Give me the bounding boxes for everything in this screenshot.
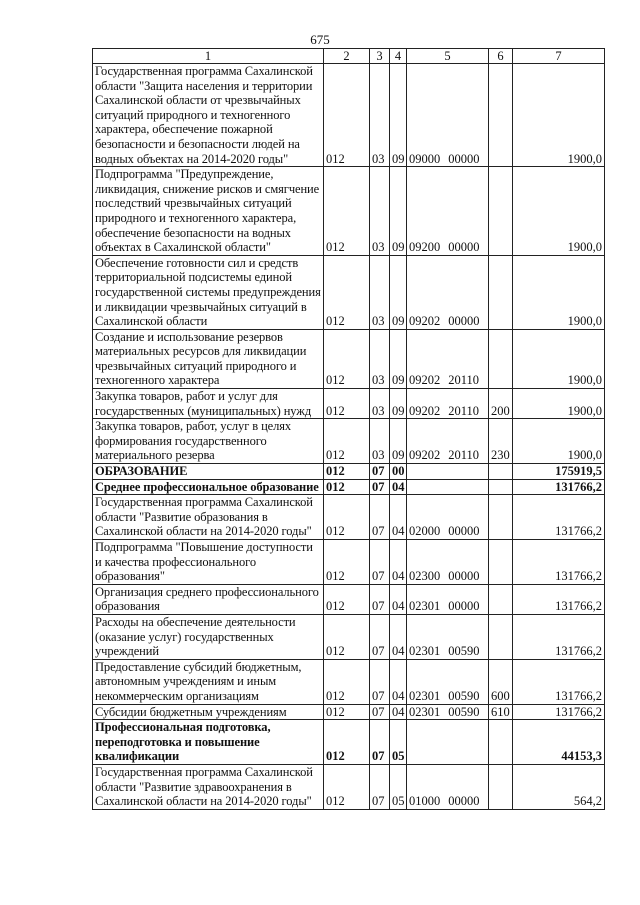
page-number: 675 bbox=[310, 32, 330, 47]
expense-type-code bbox=[489, 495, 513, 540]
target-article-code bbox=[407, 584, 489, 614]
expense-type-code bbox=[489, 167, 513, 256]
target-article-program: 09202 bbox=[409, 403, 441, 418]
amount: 564,2 bbox=[513, 764, 605, 809]
grbs-code: 012 bbox=[324, 64, 370, 167]
section-code: 03 bbox=[370, 389, 390, 419]
target-article-direction: 00000 bbox=[448, 794, 480, 809]
target-article-direction: 00000 bbox=[448, 314, 480, 329]
target-article-code bbox=[407, 255, 489, 329]
target-article-code bbox=[407, 704, 489, 720]
grbs-code: 012 bbox=[324, 479, 370, 495]
table-row bbox=[93, 614, 605, 659]
row-name: Обеспечение готовности сил и средств территориальной подсистемы единой государственной системы предупреждения и ликвидации чрезвычайных ситуаций в Сахалинской области bbox=[93, 255, 324, 329]
row-name: Среднее профессиональное образование bbox=[93, 479, 324, 495]
subsection-code: 04 bbox=[390, 479, 407, 495]
target-article-program: 09000 bbox=[409, 151, 441, 166]
subsection-code: 05 bbox=[390, 720, 407, 765]
target-article-code bbox=[407, 64, 489, 167]
target-article-code bbox=[407, 614, 489, 659]
section-code: 03 bbox=[370, 329, 390, 388]
table-row bbox=[93, 389, 605, 419]
grbs-code: 012 bbox=[324, 764, 370, 809]
expense-type-code bbox=[489, 584, 513, 614]
grbs-code: 012 bbox=[324, 389, 370, 419]
subsection-code: 04 bbox=[390, 584, 407, 614]
table-row bbox=[93, 495, 605, 540]
expense-type-code bbox=[489, 464, 513, 480]
target-article-code bbox=[407, 659, 489, 704]
section-code: 07 bbox=[370, 464, 390, 480]
subsection-code: 04 bbox=[390, 495, 407, 540]
subsection-code: 09 bbox=[390, 329, 407, 388]
row-name: Подпрограмма "Повышение доступности и качества профессионального образования" bbox=[93, 540, 324, 585]
subsection-code: 09 bbox=[390, 255, 407, 329]
amount: 131766,2 bbox=[513, 659, 605, 704]
table-row bbox=[93, 720, 605, 765]
grbs-code: 012 bbox=[324, 419, 370, 464]
expense-type-code: 230 bbox=[489, 419, 513, 464]
section-code: 07 bbox=[370, 614, 390, 659]
row-name: Субсидии бюджетным учреждениям bbox=[93, 704, 324, 720]
amount: 131766,2 bbox=[513, 495, 605, 540]
target-article-code bbox=[407, 167, 489, 256]
budget-table bbox=[92, 48, 605, 810]
target-article-code bbox=[407, 464, 489, 480]
grbs-code: 012 bbox=[324, 584, 370, 614]
table-row bbox=[93, 64, 605, 167]
section-code: 07 bbox=[370, 540, 390, 585]
section-code: 07 bbox=[370, 495, 390, 540]
target-article-program: 02301 bbox=[409, 644, 441, 659]
row-name: Подпрограмма "Предупреждение, ликвидация, снижение рисков и смягчение последствий чрезвычайных ситуаций природного и техногенного характера, обеспечение безопасности на водных объектах в Сахалинской области" bbox=[93, 167, 324, 256]
subsection-code: 05 bbox=[390, 764, 407, 809]
expense-type-code bbox=[489, 540, 513, 585]
row-name: Профессиональная подготовка, переподготовка и повышение квалификации bbox=[93, 720, 324, 765]
section-code: 07 bbox=[370, 659, 390, 704]
grbs-code: 012 bbox=[324, 464, 370, 480]
column-header: 1 bbox=[93, 49, 324, 64]
row-name: ОБРАЗОВАНИЕ bbox=[93, 464, 324, 480]
expense-type-code bbox=[489, 255, 513, 329]
amount: 175919,5 bbox=[513, 464, 605, 480]
amount: 44153,3 bbox=[513, 720, 605, 765]
target-article-program: 09202 bbox=[409, 373, 441, 388]
amount: 131766,2 bbox=[513, 614, 605, 659]
amount: 131766,2 bbox=[513, 479, 605, 495]
expense-type-code bbox=[489, 764, 513, 809]
section-code: 03 bbox=[370, 255, 390, 329]
target-article-direction: 00000 bbox=[448, 599, 480, 614]
target-article-code bbox=[407, 389, 489, 419]
budget-table-body bbox=[93, 49, 605, 810]
section-code: 03 bbox=[370, 167, 390, 256]
subsection-code: 04 bbox=[390, 659, 407, 704]
grbs-code: 012 bbox=[324, 704, 370, 720]
column-header: 4 bbox=[390, 49, 407, 64]
row-name: Государственная программа Сахалинской области "Развитие здравоохранения в Сахалинской области на 2014-2020 годы" bbox=[93, 764, 324, 809]
grbs-code: 012 bbox=[324, 255, 370, 329]
target-article-direction: 00590 bbox=[448, 688, 480, 703]
amount: 1900,0 bbox=[513, 329, 605, 388]
grbs-code: 012 bbox=[324, 614, 370, 659]
row-name: Расходы на обеспечение деятельности (оказание услуг) государственных учреждений bbox=[93, 614, 324, 659]
amount: 131766,2 bbox=[513, 540, 605, 585]
grbs-code: 012 bbox=[324, 329, 370, 388]
column-header: 2 bbox=[324, 49, 370, 64]
grbs-code: 012 bbox=[324, 167, 370, 256]
target-article-direction: 00000 bbox=[448, 569, 480, 584]
target-article-direction: 20110 bbox=[448, 403, 480, 418]
target-article-direction: 20110 bbox=[448, 448, 480, 463]
subsection-code: 04 bbox=[390, 614, 407, 659]
target-article-direction: 20110 bbox=[448, 373, 480, 388]
row-name: Организация среднего профессионального образования bbox=[93, 584, 324, 614]
target-article-program: 02300 bbox=[409, 569, 441, 584]
table-row bbox=[93, 329, 605, 388]
target-article-code bbox=[407, 479, 489, 495]
table-row bbox=[93, 167, 605, 256]
column-header-row bbox=[93, 49, 605, 64]
target-article-code bbox=[407, 720, 489, 765]
table-row bbox=[93, 255, 605, 329]
target-article-direction: 00000 bbox=[448, 524, 480, 539]
expense-type-code bbox=[489, 614, 513, 659]
section-code: 07 bbox=[370, 584, 390, 614]
amount: 1900,0 bbox=[513, 419, 605, 464]
subsection-code: 04 bbox=[390, 704, 407, 720]
amount: 131766,2 bbox=[513, 704, 605, 720]
row-name: Государственная программа Сахалинской области "Развитие образования в Сахалинской области на 2014-2020 годы" bbox=[93, 495, 324, 540]
target-article-program: 02301 bbox=[409, 688, 441, 703]
target-article-program: 02301 bbox=[409, 704, 441, 719]
amount: 131766,2 bbox=[513, 584, 605, 614]
expense-type-code: 600 bbox=[489, 659, 513, 704]
target-article-direction: 00000 bbox=[448, 240, 480, 255]
column-header: 6 bbox=[489, 49, 513, 64]
target-article-program: 09200 bbox=[409, 240, 441, 255]
subsection-code: 09 bbox=[390, 389, 407, 419]
table-row bbox=[93, 704, 605, 720]
table-row bbox=[93, 764, 605, 809]
table-row bbox=[93, 479, 605, 495]
target-article-program: 02000 bbox=[409, 524, 441, 539]
grbs-code: 012 bbox=[324, 659, 370, 704]
expense-type-code bbox=[489, 329, 513, 388]
row-name: Создание и использование резервов материальных ресурсов для ликвидации чрезвычайных ситуаций природного и техногенного характера bbox=[93, 329, 324, 388]
subsection-code: 09 bbox=[390, 419, 407, 464]
expense-type-code bbox=[489, 720, 513, 765]
subsection-code: 09 bbox=[390, 64, 407, 167]
table-row bbox=[93, 464, 605, 480]
amount: 1900,0 bbox=[513, 167, 605, 256]
grbs-code: 012 bbox=[324, 540, 370, 585]
target-article-code bbox=[407, 329, 489, 388]
subsection-code: 09 bbox=[390, 167, 407, 256]
target-article-program: 09202 bbox=[409, 314, 441, 329]
expense-type-code bbox=[489, 64, 513, 167]
section-code: 03 bbox=[370, 64, 390, 167]
expense-type-code: 200 bbox=[489, 389, 513, 419]
table-row bbox=[93, 540, 605, 585]
subsection-code: 00 bbox=[390, 464, 407, 480]
target-article-code bbox=[407, 495, 489, 540]
target-article-code bbox=[407, 540, 489, 585]
target-article-program: 01000 bbox=[409, 794, 441, 809]
target-article-program: 09202 bbox=[409, 448, 441, 463]
table-row bbox=[93, 584, 605, 614]
row-name: Предоставление субсидий бюджетным, автономным учреждениям и иным некоммерческим организациям bbox=[93, 659, 324, 704]
target-article-code bbox=[407, 764, 489, 809]
row-name: Закупка товаров, работ и услуг для государственных (муниципальных) нужд bbox=[93, 389, 324, 419]
amount: 1900,0 bbox=[513, 64, 605, 167]
grbs-code: 012 bbox=[324, 495, 370, 540]
subsection-code: 04 bbox=[390, 540, 407, 585]
expense-type-code: 610 bbox=[489, 704, 513, 720]
expense-type-code bbox=[489, 479, 513, 495]
section-code: 07 bbox=[370, 720, 390, 765]
section-code: 07 bbox=[370, 479, 390, 495]
row-name: Закупка товаров, работ, услуг в целях формирования государственного материального резерва bbox=[93, 419, 324, 464]
column-header: 7 bbox=[513, 49, 605, 64]
table-row bbox=[93, 419, 605, 464]
section-code: 03 bbox=[370, 419, 390, 464]
table-row bbox=[93, 659, 605, 704]
column-header: 5 bbox=[407, 49, 489, 64]
target-article-direction: 00590 bbox=[448, 704, 480, 719]
amount: 1900,0 bbox=[513, 255, 605, 329]
target-article-program: 02301 bbox=[409, 599, 441, 614]
target-article-direction: 00000 bbox=[448, 151, 480, 166]
grbs-code: 012 bbox=[324, 720, 370, 765]
target-article-code bbox=[407, 419, 489, 464]
section-code: 07 bbox=[370, 764, 390, 809]
amount: 1900,0 bbox=[513, 389, 605, 419]
target-article-direction: 00590 bbox=[448, 644, 480, 659]
row-name: Государственная программа Сахалинской области "Защита населения и территории Сахалинской области от чрезвычайных ситуаций природного и техногенного характера, обеспечение пожарной безопасности и безопасности людей на водных объектах на 2014-2020 годы" bbox=[93, 64, 324, 167]
column-header: 3 bbox=[370, 49, 390, 64]
section-code: 07 bbox=[370, 704, 390, 720]
